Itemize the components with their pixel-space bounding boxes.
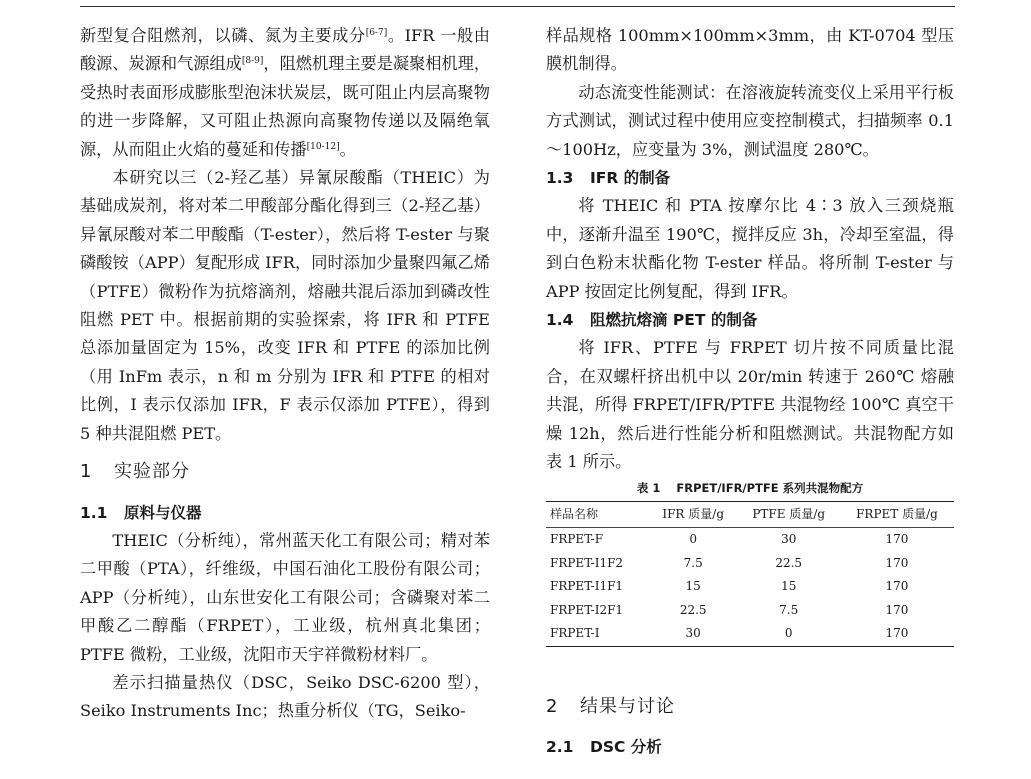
subsection-heading-materials bbox=[80, 499, 490, 527]
header-rule bbox=[80, 6, 955, 7]
table-cell: 30 bbox=[781, 532, 797, 546]
subsection-number: 1.3 bbox=[546, 169, 574, 188]
table-row bbox=[546, 528, 954, 552]
subsection-title: DSC 分析 bbox=[590, 737, 662, 756]
section-number: 2 bbox=[546, 695, 559, 717]
subsection-title: 原料与仪器 bbox=[124, 503, 202, 522]
table-row bbox=[546, 575, 954, 599]
section-title: 结果与讨论 bbox=[580, 695, 675, 717]
subsection-number: 1.1 bbox=[80, 503, 108, 522]
table-title: FRPET/IFR/PTFE 系列共混物配方 bbox=[676, 480, 864, 495]
table-cell: 170 bbox=[885, 579, 909, 593]
paragraph-materials: THEIC（分析纯），常州蓝天化工有限公司；精对苯二甲酸（PTA），纤维级，中国石油化工股份有限公司；APP（分析纯），山东世安化工有限公司；含磷聚对苯二甲酸乙二醇酯（FRPET），工业级，杭州真北集团；PTFE 微粉，工业级，沈阳市天宇祥微粉材料厂。 bbox=[80, 530, 490, 664]
table-cell: FRPET-I bbox=[546, 622, 649, 646]
formulation-table bbox=[546, 501, 954, 647]
subsection-title: IFR 的制备 bbox=[590, 169, 671, 188]
table-row bbox=[546, 552, 954, 576]
section-heading-experimental bbox=[80, 458, 490, 486]
paragraph-intro-ifr bbox=[80, 22, 490, 164]
section-title: 实验部分 bbox=[114, 461, 190, 483]
table-cell: FRPET-F bbox=[550, 532, 604, 546]
subsection-number: 2.1 bbox=[546, 737, 574, 756]
table-cell: FRPET-I1F1 bbox=[550, 579, 624, 593]
table-header-row bbox=[546, 501, 954, 528]
subsection-heading-dsc bbox=[546, 733, 954, 761]
paragraph-study-overview: 本研究以三（2-羟乙基）异氰尿酸酯（THEIC）为基础成炭剂，将对苯二甲酸部分酯化得到三（2-羟乙基）异氰尿酸对苯二甲酸酯（T-ester），然后将 T-ester 与聚磷酸铵（APP）复配形成 IFR，同时添加少量聚四氟乙烯（PTFE）微粉作为抗熔滴剂，熔融共混后添加到磷改性阻燃 PET 中。根据前期的实验探索，将 IFR 和 PTFE 总添加量固定为 15%，改变 IFR 和 PTFE 的添加比例（用 InFm 表示，n 和 m 分别为 IFR 和 PTFE 的相对比例，I 表示仅添加 IFR，F 表示仅添加 PTFE），得到 5 种共混阻燃 PET。 bbox=[80, 168, 490, 443]
table-row bbox=[546, 599, 954, 623]
citation: [10-12] bbox=[306, 141, 340, 152]
table-cell: 22.5 bbox=[775, 555, 803, 570]
subsection-title: 阻燃抗熔滴 PET 的制备 bbox=[590, 311, 758, 330]
text-run: 。 bbox=[339, 139, 356, 159]
table-cell: 7.5 bbox=[683, 555, 703, 570]
table-cell: 170 bbox=[885, 532, 909, 546]
table-header-cell: FRPET 质量/g bbox=[840, 501, 954, 528]
subsection-number: 1.4 bbox=[546, 311, 574, 330]
text-run: 。IFR 一般由酸源、炭源和气源组成 bbox=[80, 26, 490, 74]
paragraph-pet-prep: 将 IFR、PTFE 与 FRPET 切片按不同质量比混合，在双螺杆挤出机中以 20r/min 转速于 260℃ 熔融共混，所得 FRPET/IFR/PTFE 共混物经 100℃ 真空干燥 12h，然后进行性能分析和阻燃测试。共混物配方如表 1 所示。 bbox=[546, 338, 954, 472]
text-run: 新型复合阻燃剂，以磷、氮为主要成分 bbox=[80, 26, 366, 45]
table-cell: 0 bbox=[689, 532, 698, 546]
table-number: 表 1 bbox=[636, 480, 661, 495]
paragraph-instruments: 差示扫描量热仪（DSC，Seiko DSC-6200 型），Seiko Instruments Inc；热重分析仪（TG，Seiko- bbox=[80, 672, 490, 721]
table-cell: 170 bbox=[840, 622, 954, 646]
table-header-cell: 样品名称 bbox=[546, 501, 649, 528]
table-row bbox=[546, 622, 954, 646]
right-column bbox=[546, 22, 954, 761]
table-cell: 22.5 bbox=[679, 602, 707, 617]
paragraph-ifr-prep: 将 THEIC 和 PTA 按摩尔比 4∶3 放入三颈烧瓶中，逐渐升温至 190℃，搅拌反应 3h，冷却至室温，得到白色粉末状酯化物 T-ester 样品。将所制 T-ester 与 APP 按固定比例复配，得到 IFR。 bbox=[546, 196, 954, 301]
table-cell: FRPET-I1F2 bbox=[550, 555, 624, 570]
table-cell: 30 bbox=[649, 622, 737, 646]
table-cell: 170 bbox=[885, 602, 909, 617]
paragraph-rheology: 动态流变性能测试：在溶液旋转流变仪上采用平行板方式测试，测试过程中使用应变控制模式，扫描频率 0.1～100Hz，应变量为 3%，测试温度 280℃。 bbox=[546, 82, 954, 159]
table-cell: 0 bbox=[737, 622, 840, 646]
table-cell: 15 bbox=[685, 579, 701, 593]
table-header-cell: IFR 质量/g bbox=[649, 501, 737, 528]
left-column bbox=[80, 22, 490, 726]
text-run: ，阻燃机理主要是凝聚相机理，受热时表面形成膨胀型泡沫状炭层，既可阻止内层高聚物的进一步降解，又可阻止热源向高聚物传递以及隔绝氧源，从而阻止火焰的蔓延和传播 bbox=[80, 54, 491, 159]
spacer bbox=[546, 647, 954, 693]
subsection-heading-ifr-prep bbox=[546, 164, 954, 192]
table-caption bbox=[546, 477, 954, 499]
table-cell: 15 bbox=[781, 579, 797, 593]
section-heading-results bbox=[546, 693, 954, 721]
paragraph-sample-spec: 样品规格 100mm×100mm×3mm，由 KT-0704 型压膜机制得。 bbox=[546, 26, 954, 74]
table-cell: FRPET-I2F1 bbox=[550, 602, 624, 617]
table-cell: 170 bbox=[885, 555, 909, 570]
table-cell: 7.5 bbox=[779, 602, 799, 617]
citation: [8-9] bbox=[241, 56, 264, 67]
table-header-cell: PTFE 质量/g bbox=[737, 501, 840, 528]
subsection-heading-pet-prep bbox=[546, 306, 954, 334]
section-number: 1 bbox=[80, 461, 93, 483]
citation: [6-7] bbox=[365, 28, 388, 38]
